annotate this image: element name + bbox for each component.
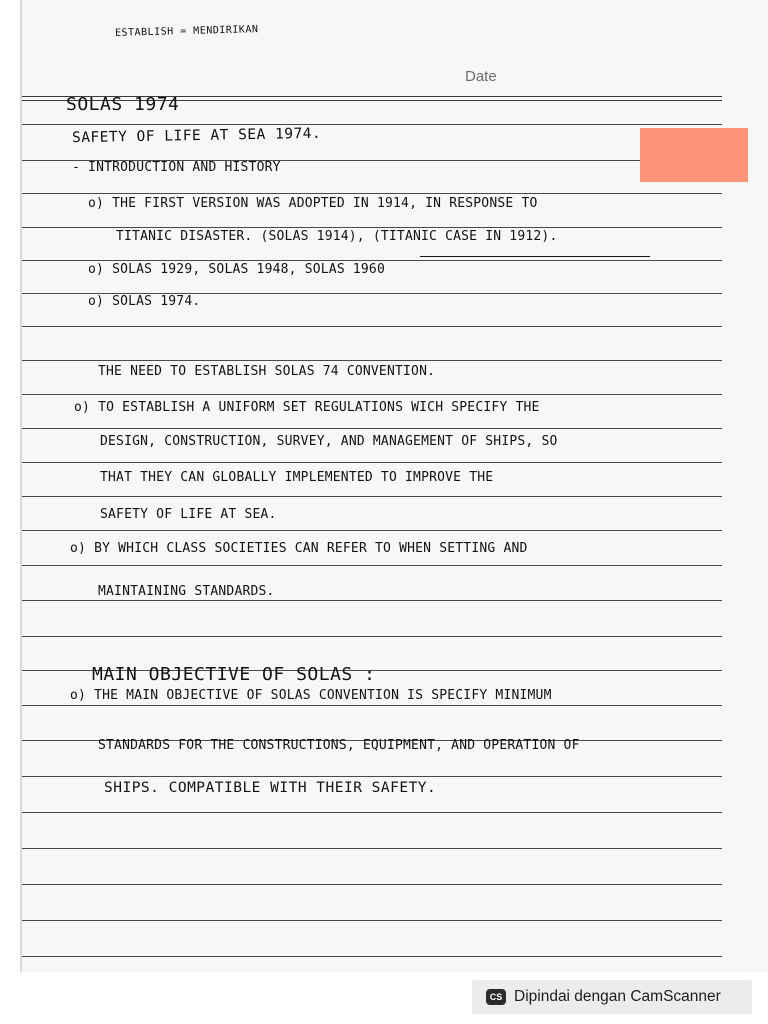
ruled-line (22, 260, 722, 261)
note-line: SAFETY OF LIFE AT SEA 1974. (71, 125, 322, 147)
section-heading: - INTRODUCTION AND HISTORY (72, 160, 281, 175)
ruled-line (22, 124, 722, 125)
note-title: SOLAS 1974 (66, 94, 180, 115)
ruled-line (22, 920, 722, 921)
camscanner-label: Dipindai dengan CamScanner (514, 988, 721, 1005)
ruled-line (22, 565, 722, 566)
note-line: DESIGN, CONSTRUCTION, SURVEY, AND MANAGEMENT OF SHIPS, SO (100, 434, 558, 449)
ruled-line (22, 530, 722, 531)
note-line: STANDARDS FOR THE CONSTRUCTIONS, EQUIPMENT, AND OPERATION OF (98, 738, 580, 753)
ruled-line (22, 360, 722, 361)
note-line: THAT THEY CAN GLOBALLY IMPLEMENTED TO IMPROVE THE (100, 470, 494, 485)
date-label: Date (465, 68, 497, 85)
note-line: o) SOLAS 1929, SOLAS 1948, SOLAS 1960 (88, 262, 385, 277)
camscanner-watermark (472, 980, 752, 1014)
camscanner-logo-icon: CS (486, 989, 506, 1005)
ruled-line (22, 636, 722, 637)
note-line: TITANIC DISASTER. (SOLAS 1914), (TITANIC CASE IN 1912). (116, 229, 558, 244)
ruled-line (22, 428, 722, 429)
ruled-line (22, 193, 722, 194)
ruled-line (22, 956, 722, 957)
note-line: o) THE MAIN OBJECTIVE OF SOLAS CONVENTION IS SPECIFY MINIMUM (70, 688, 552, 703)
ruled-line (22, 884, 722, 885)
ruled-line (22, 600, 722, 601)
sticky-note-tab (640, 128, 748, 182)
note-line: MAINTAINING STANDARDS. (98, 584, 275, 599)
section-heading: MAIN OBJECTIVE OF SOLAS : (92, 664, 376, 685)
note-line: o) TO ESTABLISH A UNIFORM SET REGULATIONS WICH SPECIFY THE (74, 400, 540, 415)
ruled-line (22, 496, 722, 497)
ruled-line (22, 462, 722, 463)
note-line: o) BY WHICH CLASS SOCIETIES CAN REFER TO WHEN SETTING AND (70, 541, 528, 556)
header-note: ESTABLISH = MENDIRIKAN (114, 24, 259, 39)
ruled-line (22, 705, 722, 706)
ruled-line (22, 227, 722, 228)
section-heading: THE NEED TO ESTABLISH SOLAS 74 CONVENTION. (98, 364, 436, 379)
ruled-line (22, 848, 722, 849)
note-line: o) THE FIRST VERSION WAS ADOPTED IN 1914, IN RESPONSE TO (88, 196, 538, 211)
note-line: SHIPS. COMPATIBLE WITH THEIR SAFETY. (104, 780, 437, 796)
ruled-line (22, 812, 722, 813)
ruled-line (22, 394, 722, 395)
note-line: o) SOLAS 1974. (88, 294, 201, 309)
ruled-line (22, 776, 722, 777)
ruled-line (22, 326, 722, 327)
note-line: SAFETY OF LIFE AT SEA. (100, 507, 277, 522)
underline-mark (420, 256, 650, 260)
